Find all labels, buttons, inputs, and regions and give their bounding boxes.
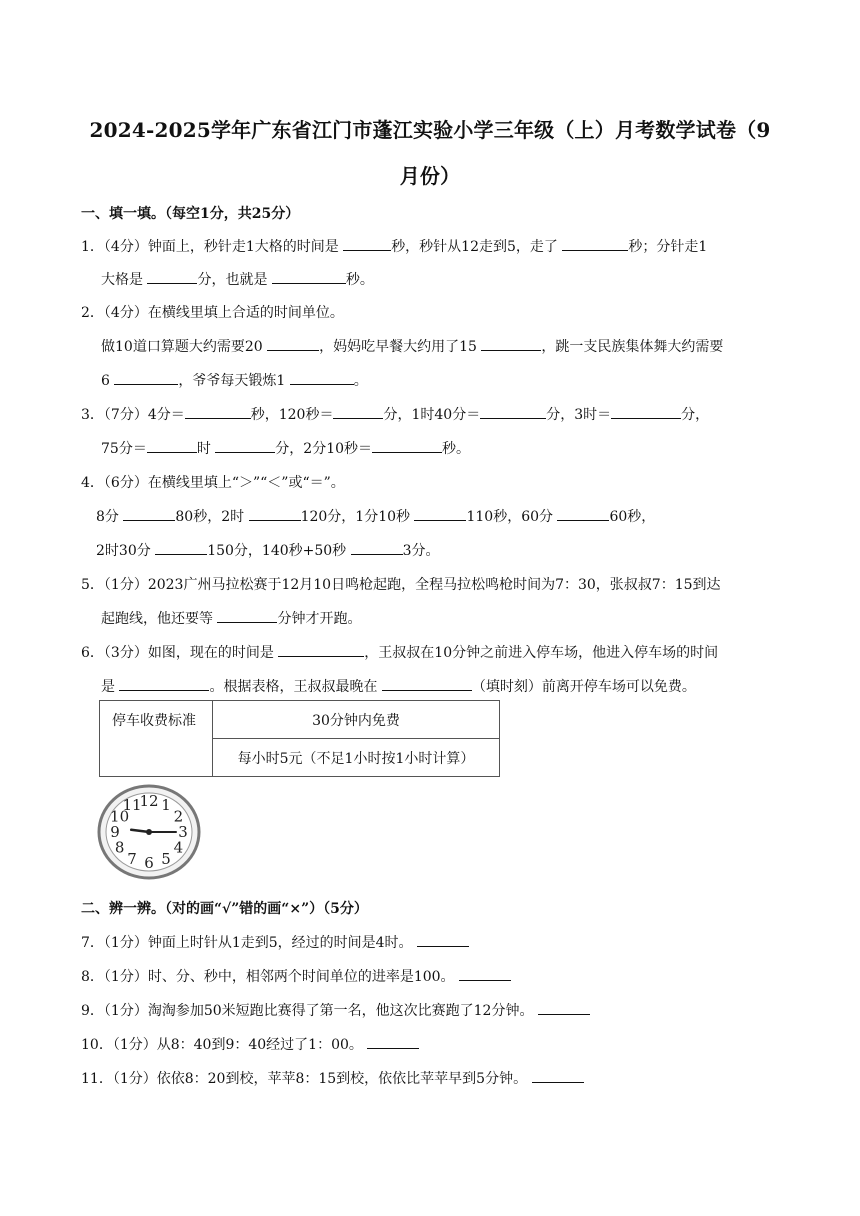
question-5-line2 [101,608,361,628]
q2-text-e: 6 [101,373,110,389]
answer-blank[interactable] [538,1002,590,1015]
answer-blank[interactable] [249,508,301,521]
q11-text: 11．（1分）依依8：20到校，苹苹8：15到校，依依比苹苹早到5分钟。 [81,1071,528,1087]
q2-text-b: 做10道口算题大约需要20 [101,339,263,355]
q4-text-c: 80秒，2时 [175,509,245,525]
q4-text-b: 8分 [96,509,119,525]
q3-text-d: 分，3时＝ [546,407,612,423]
question-4-line3 [96,540,440,560]
question-3-line2 [101,438,470,458]
answer-blank[interactable] [562,238,628,251]
answer-blank[interactable] [290,372,354,385]
fee-table-row2: 每小时5元（不足1小时按1小时计算） [213,739,500,777]
q1-text-b: 秒，秒针从12走到5，走了 [391,239,558,255]
question-3-line1 [81,404,709,424]
q3-text-g: 时 [196,441,211,457]
q6-text-b: ，王叔叔在10分钟之前进入停车场，他进入停车场的时间 [364,645,719,661]
q7-text: 7．（1分）钟面上时针从1走到5，经过的时间是4时。 [81,935,413,951]
fee-table-row1: 30分钟内免费 [213,701,500,739]
answer-blank[interactable] [532,1070,584,1083]
page-title-line2: 月份） [399,164,461,188]
clock-number: 3 [178,823,188,841]
q3-text-e: 分， [681,407,710,423]
answer-blank[interactable] [382,678,472,691]
q9-text: 9．（1分）淘淘参加50米短跑比赛得了第一名，他这次比赛跑了12分钟。 [81,1003,534,1019]
answer-blank[interactable] [147,440,197,453]
page-title-line1: 2024-2025学年广东省江门市蓬江实验小学三年级（上）月考数学试卷（9 [89,118,771,142]
q8-text: 8．（1分）时、分、秒中，相邻两个时间单位的进率是100。 [81,969,455,985]
q1-text-e: 分，也就是 [197,272,268,288]
answer-blank[interactable] [481,338,541,351]
q5-text-b: 起跑线，他还要等 [101,611,213,627]
question-4-line1: 4．（6分）在横线里填上“＞”“＜”或“＝”。 [81,475,345,491]
section1-heading: 一、填一填。（每空1分，共25分） [81,206,300,222]
clock-number: 9 [110,823,120,841]
q2-text-g: 。 [353,373,368,389]
clock-number: 6 [144,854,154,872]
question-9 [81,1000,590,1020]
q3-text-b: 秒，120秒＝ [250,407,334,423]
q6-text-a: 6．（3分）如图，现在的时间是 [81,645,274,661]
question-1-line2 [101,269,374,289]
q3-text-f: 75分＝ [101,441,147,457]
answer-blank[interactable] [343,238,391,251]
question-6-line2 [101,676,696,696]
question-2-line3 [101,370,368,390]
q1-text-c: 秒；分针走1 [628,239,708,255]
q6-text-d: 。根据表格，王叔叔最晚在 [209,679,378,695]
q3-text-a: 3．（7分）4分＝ [81,407,185,423]
answer-blank[interactable] [215,440,275,453]
question-11 [81,1068,584,1088]
question-1-line1 [81,236,707,256]
q4-text-h: 150分，140秒+50秒 [207,543,347,559]
answer-blank[interactable] [123,508,175,521]
question-2-line2 [101,336,723,356]
q4-text-i: 3分。 [402,543,440,559]
answer-blank[interactable] [414,508,466,521]
q4-text-e: 110秒，60分 [466,509,554,525]
q1-text-d: 大格是 [101,272,143,288]
answer-blank[interactable] [611,406,681,419]
q2-text-c: ，妈妈吃早餐大约用了15 [319,339,477,355]
clock-number: 5 [161,849,171,868]
answer-blank[interactable] [417,934,469,947]
answer-blank[interactable] [185,406,251,419]
clock-number: 10 [110,807,130,826]
parking-fee-table [99,700,500,777]
clock-number: 8 [114,838,125,857]
answer-blank[interactable] [278,644,364,657]
answer-blank[interactable] [114,372,178,385]
fee-table-header: 停车收费标准 [100,701,213,777]
clock-number: 2 [173,807,184,826]
clock-number: 1 [161,796,171,815]
question-8 [81,966,511,986]
q2-text-d: ，跳一支民族集体舞大约需要 [541,339,724,355]
q1-text-a: 1．（4分）钟面上，秒针走1大格的时间是 [81,239,339,255]
q3-text-c: 分，1时40分＝ [383,407,481,423]
answer-blank[interactable] [147,271,197,284]
clock-number: 11 [122,796,142,815]
answer-blank[interactable] [459,968,511,981]
q4-text-g: 2时30分 [96,543,151,559]
clock-number: 12 [139,792,159,810]
answer-blank[interactable] [119,678,209,691]
q2-text-f: ，爷爷每天锻炼1 [178,373,286,389]
answer-blank[interactable] [217,610,277,623]
question-2-line1: 2．（4分）在横线里填上合适的时间单位。 [81,305,344,321]
question-10 [81,1034,419,1054]
q4-text-d: 120分，1分10秒 [300,509,411,525]
clock-center-pin [146,829,152,835]
answer-blank[interactable] [557,508,609,521]
q4-text-f: 60秒， [609,509,656,525]
question-6-line1 [81,642,718,662]
q10-text: 10．（1分）从8：40到9：40经过了1：00。 [81,1037,363,1053]
clock-number: 7 [127,849,137,868]
answer-blank[interactable] [351,542,403,555]
q3-text-h: 分，2分10秒＝ [275,441,373,457]
section2-heading: 二、辨一辨。（对的画“√”错的画“×”）（5分） [81,901,368,917]
answer-blank[interactable] [372,440,442,453]
answer-blank[interactable] [333,406,383,419]
question-4-line2 [96,506,655,526]
answer-blank[interactable] [272,271,346,284]
question-7 [81,932,469,952]
q6-text-c: 是 [101,679,115,695]
clock-number: 4 [173,838,184,857]
answer-blank[interactable] [367,1036,419,1049]
question-5-line1: 5．（1分）2023广州马拉松赛于12月10日鸣枪起跑，全程马拉松鸣枪时间为7：30，张叔叔7：15到达 [81,577,721,593]
q3-text-i: 秒。 [442,441,471,457]
q5-text-c: 分钟才开跑。 [277,611,362,627]
q1-text-f: 秒。 [345,272,374,288]
q6-text-e: （填时刻）前离开停车场可以免费。 [471,679,696,695]
answer-blank[interactable] [155,542,207,555]
answer-blank[interactable] [480,406,546,419]
clock-face-image [97,784,201,880]
answer-blank[interactable] [267,338,319,351]
